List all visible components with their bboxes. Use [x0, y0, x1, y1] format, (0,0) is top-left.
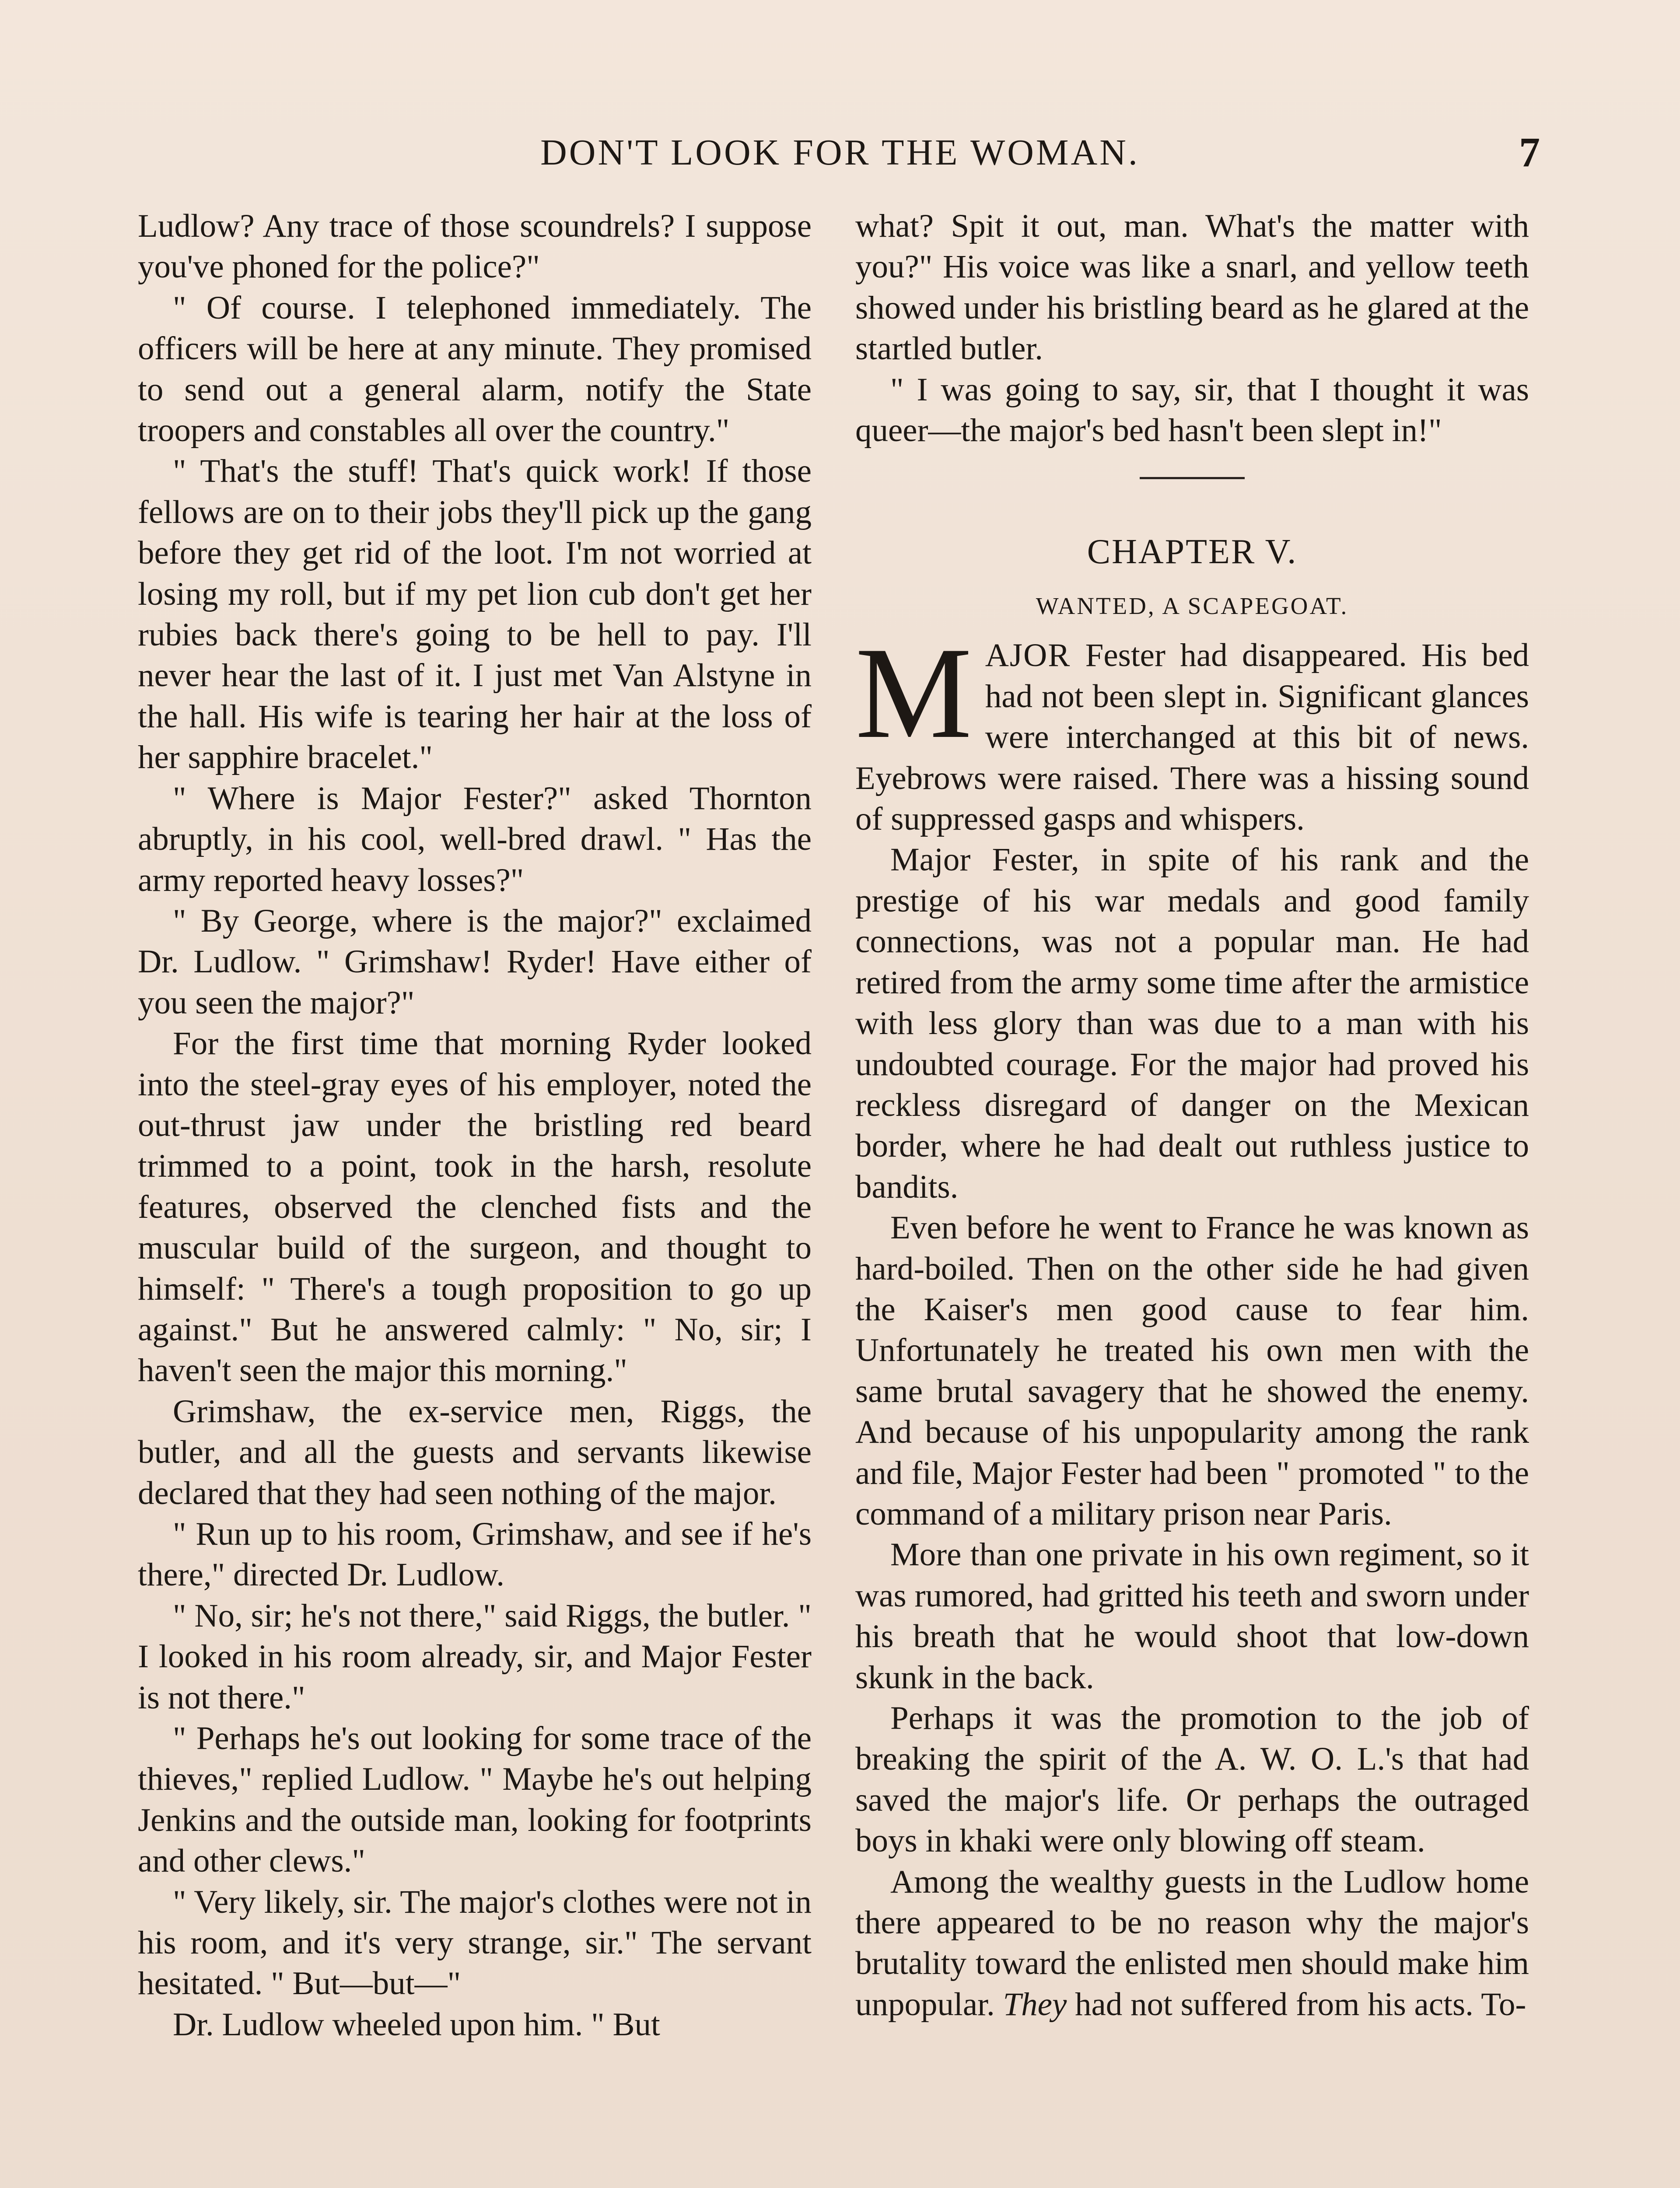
- paragraph: " I was going to say, sir, that I thought it was queer—the major's bed hasn't been slept in!": [855, 371, 1529, 449]
- paragraph: Dr. Ludlow wheeled upon him. " But: [173, 2006, 660, 2043]
- italic-word: They: [1003, 1986, 1067, 2023]
- paragraph: " Where is Major Fester?" asked Thornton abruptly, in his cool, well-bred drawl. " Has the army reported heavy losses?": [138, 780, 812, 898]
- section-divider: [1140, 477, 1245, 479]
- paragraph: Grimshaw, the ex-service men, Riggs, the butler, and all the guests and servants likewise declared that they had seen nothing of the major.: [138, 1393, 812, 1511]
- paragraph: " That's the stuff! That's quick work! If those fellows are on to their jobs they'll pick up the gang before they get rid of the loot. I'm not worried at losing my roll, but if my pet lion cub don't get her rubies back there's going to be hell to pay. I'll never hear the last of it. I just met Van Alstyne in the hall. His wife is tearing her hair at the loss of her sapphire bracelet.": [138, 453, 812, 776]
- opening-small-caps: AJOR: [985, 637, 1071, 674]
- running-title: DON'T LOOK FOR THE WOMAN.: [540, 132, 1140, 173]
- right-column: [855, 206, 1529, 2025]
- page-number: 7: [1519, 129, 1540, 175]
- paragraph: what? Spit it out, man. What's the matter with you?" His voice was like a snarl, and yellow teeth showed under his bristling beard as he glared at the startled butler.: [855, 208, 1529, 367]
- paragraph: " Of course. I telephoned immediately. The officers will be here at any minute. They promised to send out a general alarm, notify the State troopers and constables all over the country.": [138, 289, 812, 449]
- chapter-heading: CHAPTER V.: [1087, 533, 1298, 572]
- chapter-subtitle: WANTED, A SCAPEGOAT.: [1036, 593, 1349, 620]
- drop-cap: M: [855, 620, 972, 766]
- left-column: [138, 206, 812, 2045]
- paragraph: More than one private in his own regiment, so it was rumored, had gritted his teeth and sworn under his breath that he would shoot that low-down skunk in the back.: [855, 1536, 1529, 1696]
- paragraph: Ludlow? Any trace of those scoundrels? I suppose you've phoned for the police?": [138, 208, 812, 285]
- paragraph: " Perhaps he's out looking for some trace of the thieves," replied Ludlow. " Maybe he's out helping Jenkins and the outside man, looking for footprints and other clews.": [138, 1720, 812, 1879]
- paragraph: Major Fester, in spite of his rank and the prestige of his war medals and good family connections, was not a popular man. He had retired from the army some time after the armistice with less glory than was due to a man with his undoubted courage. For the major had proved his reckless disregard of danger on the Mexican border, where he had dealt out ruthless justice to bandits.: [855, 842, 1529, 1205]
- paragraph-text-tail: had not suffered from his acts. To-: [1067, 1986, 1526, 2023]
- paragraph: " Run up to his room, Grimshaw, and see if he's there," directed Dr. Ludlow.: [138, 1516, 812, 1593]
- opening-text: Fester had disappeared. His bed had not been slept in. Significant glances were interchanged at this bit of news. Eyebrows were raised. There was a hissing sound of suppressed gasps and whispers.: [855, 637, 1529, 838]
- paragraph: " Very likely, sir. The major's clothes were not in his room, and it's very strange, sir." The servant hesitated. " But—but—": [138, 1883, 812, 2002]
- paragraph: [855, 1862, 1529, 2025]
- paragraph-text: Among the wealthy guests in the Ludlow home there appeared to be no reason why the major's brutality toward the enlisted men should make him unpopular.: [855, 1863, 1529, 2023]
- paragraph: Perhaps it was the promotion to the job of breaking the spirit of the A. W. O. L.'s that had saved the major's life. Or perhaps the outraged boys in khaki were only blowing off steam.: [855, 1700, 1529, 1859]
- paragraph: " No, sir; he's not there," said Riggs, the butler. " I looked in his room already, sir, and Major Fester is not there.": [138, 1597, 812, 1716]
- paragraph: Even before he went to France he was known as hard-boiled. Then on the other side he had given the Kaiser's men good cause to fear him. Unfortunately he treated his own men with the same brutal savagery that he showed the enemy. And because of his unpopularity among the rank and file, Major Fester had been " promoted " to the command of a military prison near Paris.: [855, 1210, 1529, 1532]
- page-header: [140, 131, 1540, 179]
- paragraph: For the first time that morning Ryder looked into the steel-gray eyes of his employer, noted the out-thrust jaw under the bristling red beard trimmed to a point, took in the harsh, resolute features, observed the clenched fists and the muscular build of the surgeon, and thought to himself: " There's a tough proposition to go up against." But he answered calmly: " No, sir; I haven't seen the major this morning.": [138, 1025, 812, 1389]
- chapter-opening-paragraph: [855, 620, 1529, 839]
- paragraph: " By George, where is the major?" exclaimed Dr. Ludlow. " Grimshaw! Ryder! Have either of you seen the major?": [138, 902, 812, 1021]
